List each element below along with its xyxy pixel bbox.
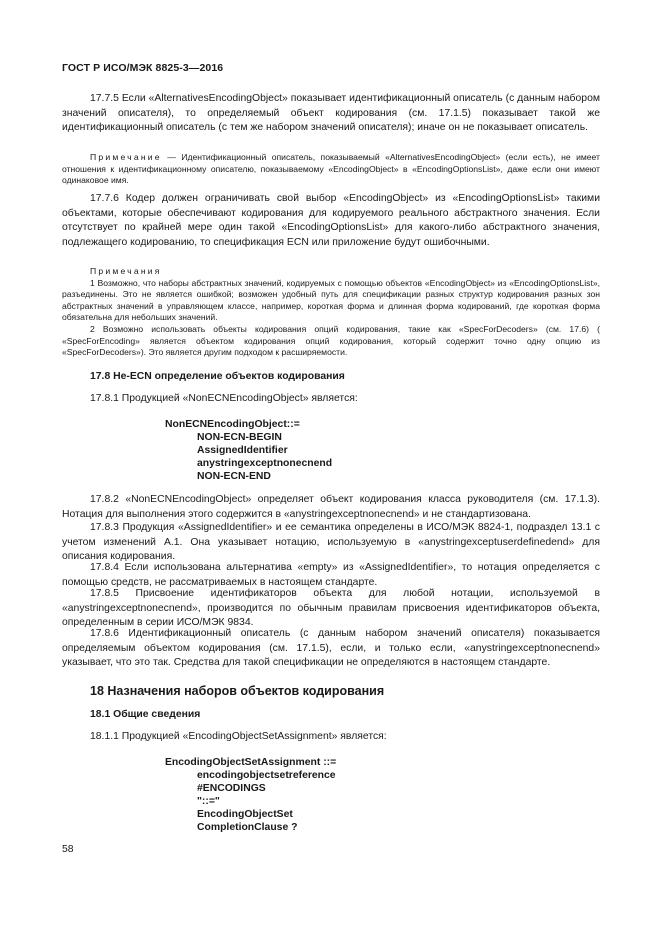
paragraph-17-8-6: 17.8.6 Идентификационный описатель (с данным набором значений описателя) показывается определяемым объектом кодирования (см. 17.1.5), если, и только если, «anystringexceptnonecnend» указывает, что это так. Средства для такой спецификации не определяются в настоящем стандарте. xyxy=(62,628,600,668)
page-number: 58 xyxy=(62,844,74,855)
production-line: EncodingObjectSet xyxy=(197,809,293,820)
note-item-2: 2 Возможно использовать объекты кодирования опций кодирования, такие как «SpecForDecoders» (см. 17.6) ( «SpecForEncoding» является объектом кодирования опций кодирования, который содержит точно одну опцию из «SpecForDecoders»). Это является другим подходом к расширяемости. xyxy=(62,323,600,358)
paragraph-17-8-4: 17.8.4 Если использована альтернатива «empty» из «AssignedIdentifier», то нотация определяется с помощью средств, не рассматриваемых в настоящем стандарте. xyxy=(62,562,600,588)
note-item-1: 1 Возможно, что наборы абстрактных значений, кодируемых с помощью объектов «EncodingObject» из «EncodingOptionsList», разъединены. Это не является ошибкой; возможен удобный путь для спецификации разных структур кодирования разных зон абстрактных значений в управляющем классе, например, короткая форма и длинная форма кодирований, где короткая форма обязательна для небольших значений. xyxy=(62,277,600,323)
production-line: CompletionClause ? xyxy=(197,822,298,833)
production-nonecn xyxy=(165,418,332,483)
production-encodingobjectsetassignment xyxy=(165,756,336,834)
paragraph-18-1-1: 18.1.1 Продукцией «EncodingObjectSetAssignment» является: xyxy=(90,731,387,742)
production-line: anystringexceptnonecnend xyxy=(197,458,333,469)
paragraph-17-8-2: 17.8.2 «NonECNEncodingObject» определяет объект кодирования класса руководителя (см. 17.1.3). Нотация для выполнения этого содержится в «anystringexceptnonecnend» и не стандартизована. xyxy=(62,494,600,520)
section-heading-18-1: 18.1 Общие сведения xyxy=(90,709,201,720)
paragraph-17-8-3: 17.8.3 Продукция «AssignedIdentifier» и ее семантика определены в ИСО/МЭК 8824-1, подраздел 13.1 с учетом изменений А.1. Она указывает нотацию, используемую в «anystringexceptuserdefinedend» для описания кодирования. xyxy=(62,522,600,562)
production-line: NonECNEncodingObject::= xyxy=(165,419,300,430)
paragraph-17-7-6: 17.7.6 Кодер должен ограничивать свой выбор «EncodingObject» из «EncodingOptionsList» такими объектами, которые обеспечивают кодирования для кодируемого реального абстрактного значения. Если отсутствует по крайней мере один такой «EncodingOptionsList» для какого-либо абстрактного значения, подлежащего кодированию, то спецификация ECN или приложение будут ошибочными. xyxy=(62,193,600,248)
notes-label: Примечания xyxy=(90,266,162,276)
note-label: Примечание xyxy=(90,152,162,162)
production-line: "::=" xyxy=(197,796,220,807)
production-line: NON-ECN-END xyxy=(197,471,271,482)
production-line: NON-ECN-BEGIN xyxy=(197,432,282,443)
production-line: #ENCODINGS xyxy=(197,783,266,794)
section-heading-18: 18 Назначения наборов объектов кодирования xyxy=(90,684,385,698)
production-line: AssignedIdentifier xyxy=(197,445,288,456)
paragraph-17-8-1: 17.8.1 Продукцией «NonECNEncodingObject» является: xyxy=(90,393,358,404)
notes-17-7-6 xyxy=(62,266,600,359)
note-text: — Идентификационный описатель, показываемый «AlternativesEncodingObject» (если есть), не имеет отношения к идентификационному описателю, показываемому «EncodingObject» в «EncodingOptionsList», даже если они имеют одинаковое имя. xyxy=(62,152,600,186)
paragraph-17-8-5: 17.8.5 Присвоение идентификаторов объекта для любой нотации, используемой в «anystringexceptnonecnend», производится по обычным правилам присвоения идентификаторов объекта, определенным в серии ИСО/МЭК 9834. xyxy=(62,588,600,628)
production-line: encodingobjectsetreference xyxy=(197,770,336,781)
paragraph-17-7-5: 17.7.5 Если «AlternativesEncodingObject» показывает идентификационный описатель (с данным набором значений описателя), то определяемый объект кодирования (см. 17.1.5) показывает такой же идентификационный описатель (с тем же набором значений описателя); иначе он не показывает описатель. xyxy=(62,93,600,133)
section-heading-17-8: 17.8 Не-ECN определение объектов кодирования xyxy=(90,371,345,382)
production-line: EncodingObjectSetAssignment ::= xyxy=(165,757,337,768)
running-header: ГОСТ Р ИСО/МЭК 8825-3—2016 xyxy=(62,62,224,74)
note-17-7-5 xyxy=(62,152,600,187)
